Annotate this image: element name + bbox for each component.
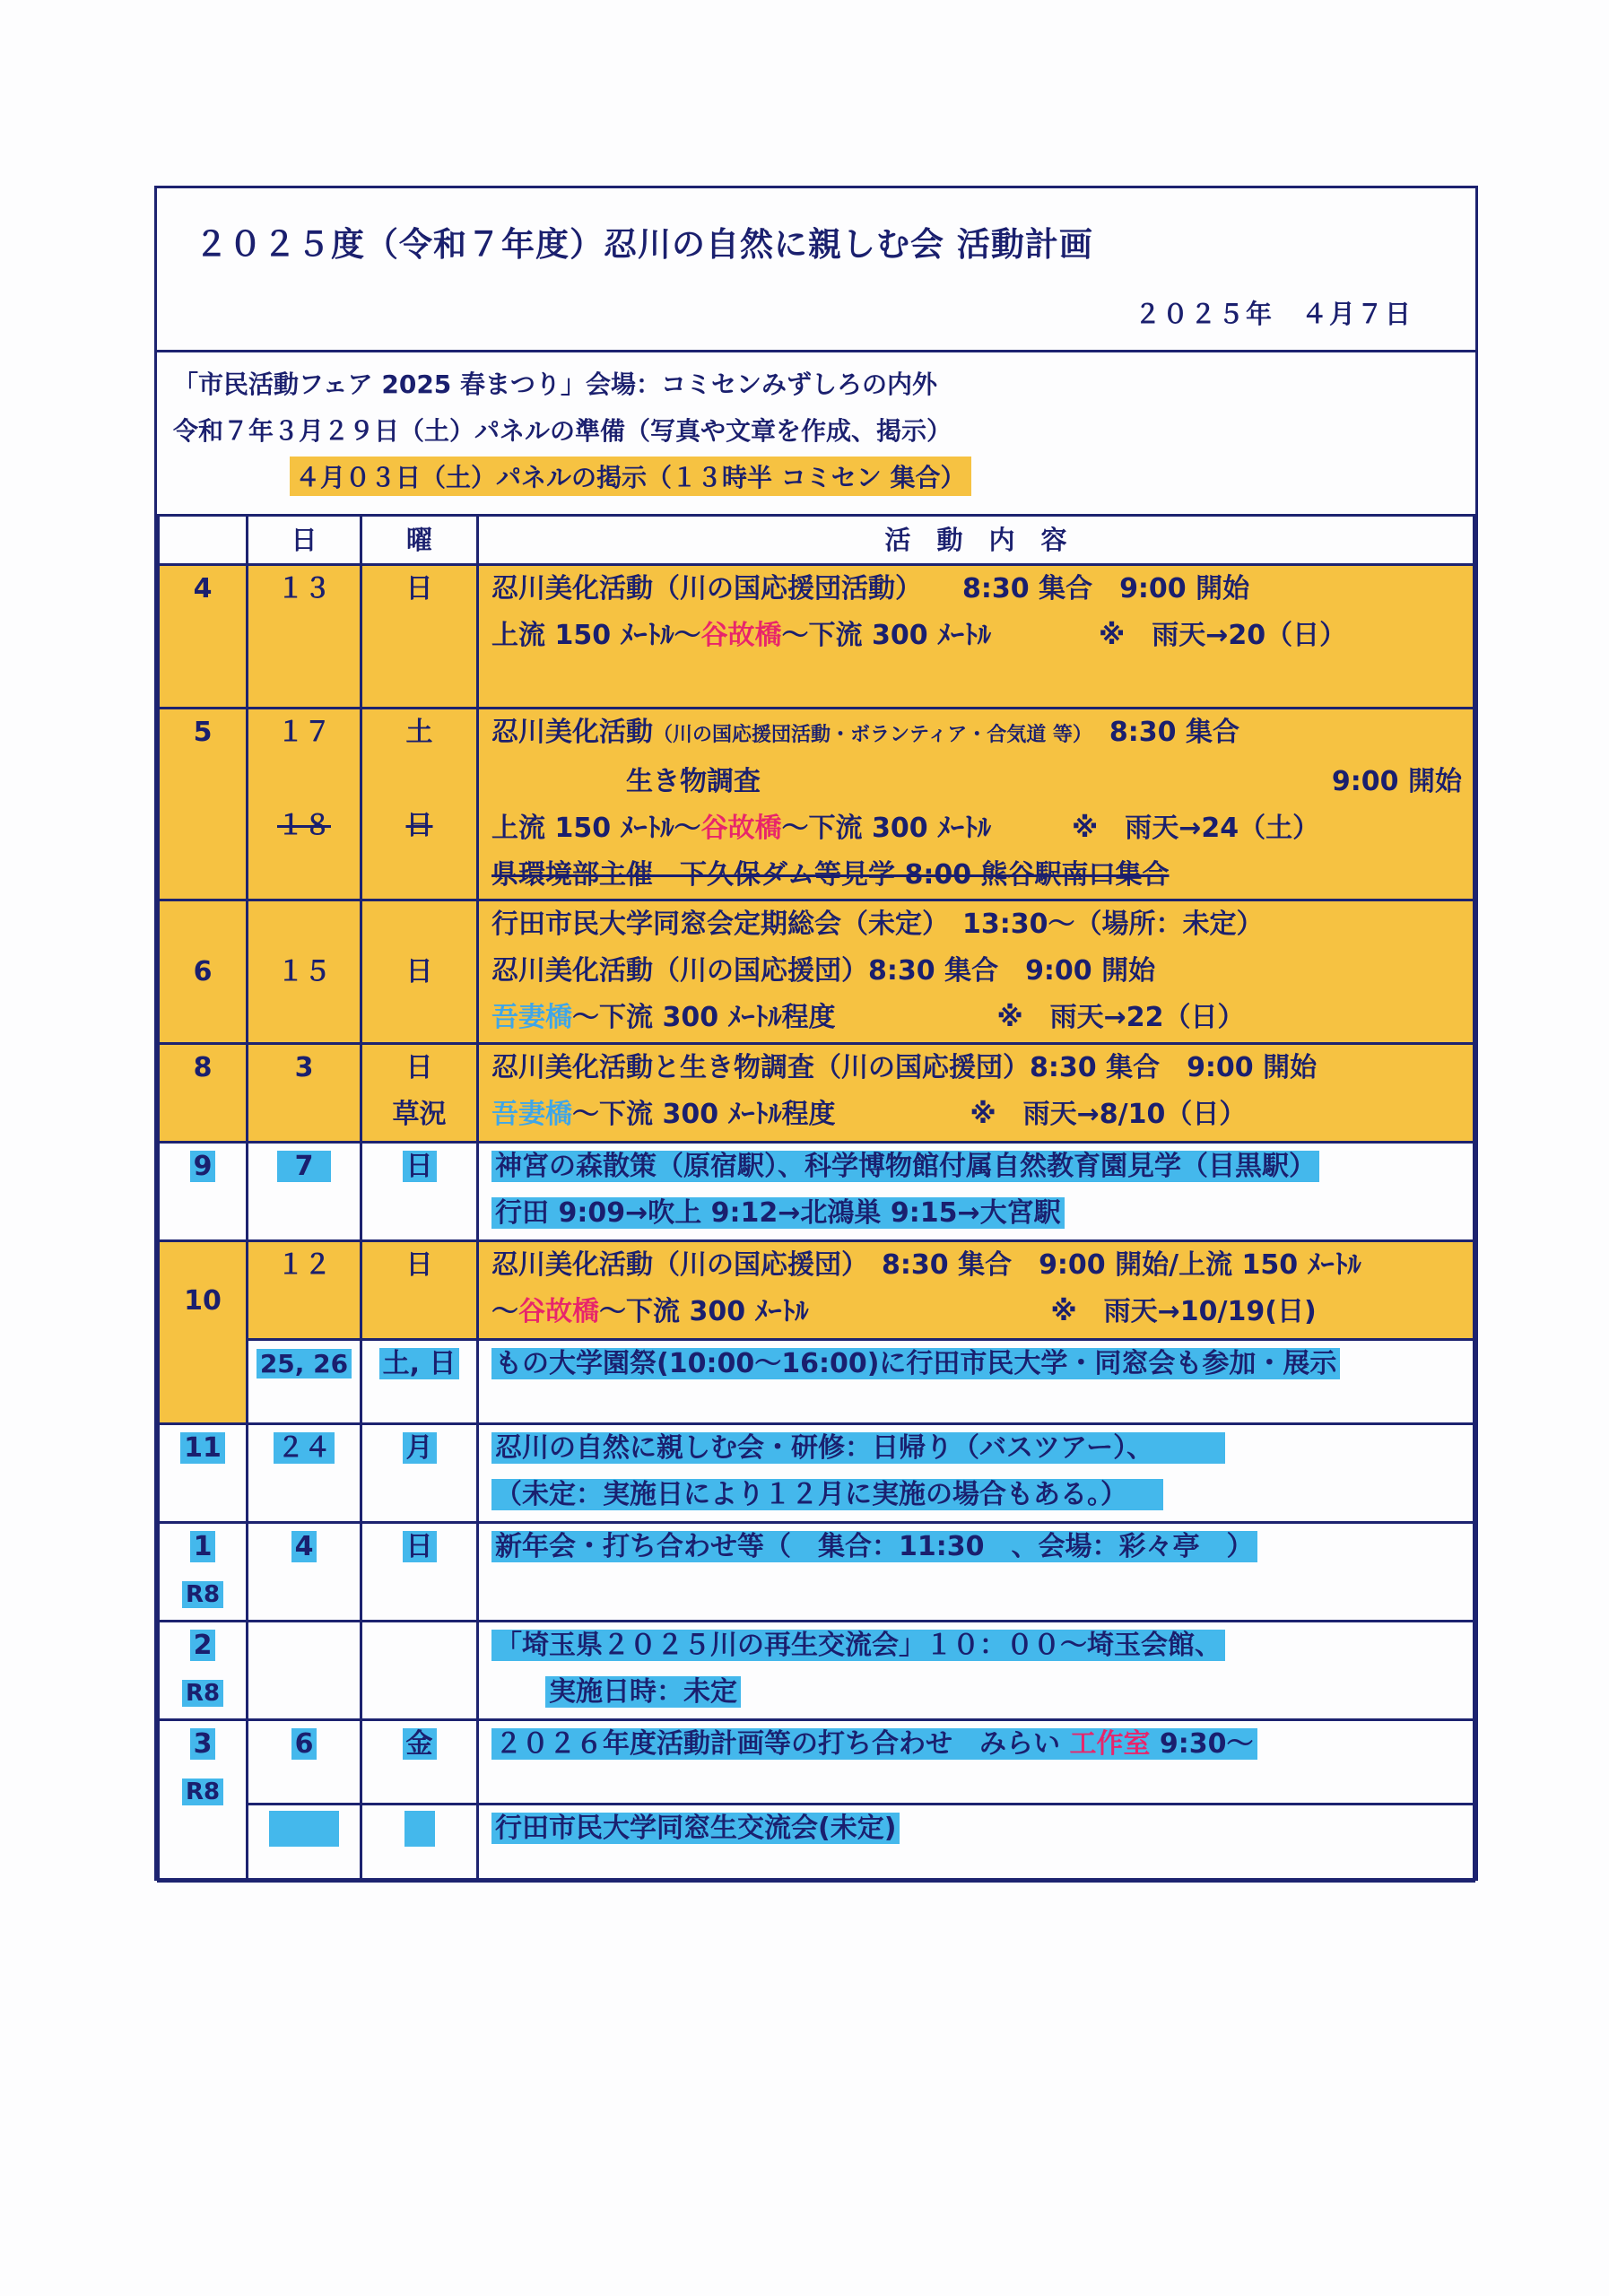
text: 行田市民大学同窓生交流会(未定) <box>491 1813 900 1844</box>
activity-line <box>491 995 1473 1041</box>
text: 神宮の森散策（原宿駅）、科学博物館付属自然教育園見学（目黒駅） <box>491 1151 1319 1182</box>
fair-line-2: 令和７年３月２９日（土）パネルの準備（写真や文章を作成、掲示） <box>173 416 952 446</box>
month-value <box>160 1622 246 1669</box>
table-row-march-sub <box>159 1805 1474 1882</box>
activity-line: 行田市民大学同窓会定期総会（未定） 13:30～（場所：未定） <box>491 909 1264 940</box>
text: ２０２６年度活動計画等の打ち合わせ みらい <box>495 1728 1070 1760</box>
activity-line <box>491 1805 1473 1852</box>
activity-line: 忍川美化活動（川の国応援団）8:30 集合 9:00 開始 <box>491 955 1156 987</box>
table-row-january <box>159 1523 1474 1622</box>
text: 4 <box>291 1531 317 1562</box>
schedule-table <box>157 514 1475 1883</box>
month-cell: 6 <box>159 900 248 1044</box>
activity-cell <box>478 1424 1474 1523</box>
weekday-cell <box>361 1143 478 1241</box>
text: 新年会・打ち合わせ等（ 集合：11:30 、会場：彩々亭 ） <box>491 1531 1257 1562</box>
text: （未定：実施日により１２月に実施の場合もある。） <box>491 1479 1163 1510</box>
activity-line <box>491 1472 1473 1518</box>
weekday-cell <box>361 1622 478 1720</box>
activity-line <box>491 1341 1473 1387</box>
day-cell: １３ <box>248 565 361 709</box>
table-header-row <box>159 516 1474 565</box>
table-row-april <box>159 565 1474 709</box>
document-date: ２０２５年 ４月７日 <box>1134 299 1413 329</box>
weekday-cell <box>361 1720 478 1805</box>
day-value: １７ <box>277 717 331 748</box>
text: R8 <box>182 1779 223 1805</box>
weekday-cell <box>361 1340 478 1424</box>
highlight-block <box>404 1811 435 1847</box>
day-value-cancelled <box>248 803 360 849</box>
room-name: 工作室 <box>1069 1728 1151 1760</box>
text: １８ <box>277 810 331 841</box>
weekday-cell <box>361 1805 478 1882</box>
activity-line <box>491 1524 1473 1570</box>
header-activity: 活 動 内 容 <box>478 516 1474 565</box>
activity-cell <box>478 900 1474 1044</box>
fair-line-1: 「市民活動フェア 2025 春まつり」会場：コミセンみずしろの内外 <box>173 370 938 399</box>
text: 25, 26 <box>257 1349 352 1378</box>
activity-line <box>491 1721 1473 1768</box>
day-cell <box>248 1805 361 1882</box>
weekday-cell: 日 <box>361 565 478 709</box>
activity-cell <box>478 1340 1474 1424</box>
month-cell <box>159 1720 248 1882</box>
text: ～下流 300 ﾒｰﾄﾙ程度 ※ 雨天→8/10（日） <box>572 1099 1247 1130</box>
text: 9:00 開始 <box>1331 766 1462 797</box>
activity-line: 忍川美化活動（川の国応援団活動） 8:30 集合 9:00 開始 <box>491 573 1250 604</box>
text: 上流 150 ﾒｰﾄﾙ～ <box>491 620 701 651</box>
activity-line <box>491 1669 1473 1716</box>
activity-cell <box>478 1805 1474 1882</box>
text: 生き物調査 <box>626 766 761 797</box>
text: 上流 150 ﾒｰﾄﾙ～ <box>491 813 701 844</box>
schedule-sheet <box>154 186 1478 1881</box>
activity-cell <box>478 1044 1474 1143</box>
day-cell: １２ <box>248 1241 361 1340</box>
fair-notice <box>157 352 1475 516</box>
activity-cell <box>478 565 1474 709</box>
month-cell: 4 <box>159 565 248 709</box>
bridge-name: 谷故橋 <box>518 1296 599 1327</box>
weekday-value-cancelled <box>362 803 476 849</box>
table-row-february <box>159 1622 1474 1720</box>
table-row-may <box>159 709 1474 900</box>
text: ～下流 300 ﾒｰﾄﾙ程度 ※ 雨天→22（日） <box>572 1002 1245 1033</box>
header-weekday: 曜 <box>361 516 478 565</box>
activity-line: 忍川美化活動と生き物調査（川の国応援団）8:30 集合 9:00 開始 <box>491 1052 1318 1083</box>
activity-line <box>491 1144 1473 1190</box>
header-day: 日 <box>248 516 361 565</box>
day-cell: 3 <box>248 1044 361 1143</box>
weekday-cell <box>361 1523 478 1622</box>
activity-cell <box>478 1622 1474 1720</box>
activity-cell <box>478 1523 1474 1622</box>
text: 2 <box>190 1630 216 1661</box>
day-cell <box>248 1523 361 1622</box>
bridge-name: 谷故橋 <box>700 620 782 651</box>
activity-cell <box>478 1720 1474 1805</box>
text: 日 <box>403 1151 437 1182</box>
table-row-november <box>159 1424 1474 1523</box>
weekday-cell <box>361 709 478 900</box>
day-cell <box>248 1340 361 1424</box>
text <box>491 1728 1257 1760</box>
text: 9:30～ <box>1150 1728 1254 1760</box>
text: ～下流 300 ﾒｰﾄﾙ ※ 雨天→10/19(日) <box>599 1296 1317 1327</box>
text: 実施日時：未定 <box>545 1676 741 1708</box>
text: 金 <box>403 1728 437 1760</box>
activity-line <box>491 1091 1473 1138</box>
activity-cell <box>478 709 1474 900</box>
weekday-note: 草況 <box>392 1099 447 1130</box>
text: R8 <box>182 1581 223 1608</box>
activity-line-cancelled: 県環境部主催 下久保ダム等見学 8:00 熊谷駅南口集合 <box>491 859 1170 891</box>
weekday-cell: 日 <box>361 1241 478 1340</box>
activity-cell <box>478 1241 1474 1340</box>
bridge-name: 谷故橋 <box>700 813 782 844</box>
text: 11 <box>180 1432 225 1464</box>
activity-line <box>491 613 1473 659</box>
text: 9 <box>190 1151 216 1182</box>
month-cell: 8 <box>159 1044 248 1143</box>
text: 7 <box>277 1151 332 1182</box>
page-title: ２０２５度（令和７年度）忍川の自然に親しむ会 活動計画 <box>195 225 1093 264</box>
weekday-cell: 日 <box>361 900 478 1044</box>
text: ～下流 300 ﾒｰﾄﾙ ※ 雨天→24（土） <box>781 813 1320 844</box>
table-row-september <box>159 1143 1474 1241</box>
weekday-value: 日 <box>405 1052 433 1083</box>
text: 日 <box>405 810 433 841</box>
text: もの大学園祭(10:00～16:00)に行田市民大学・同窓会も参加・展示 <box>491 1348 1340 1379</box>
highlight-block <box>269 1811 339 1847</box>
month-year <box>160 1570 246 1618</box>
day-cell <box>248 709 361 900</box>
month-cell: 10 <box>159 1241 248 1424</box>
table-row-march <box>159 1720 1474 1805</box>
bridge-name: 吾妻橋 <box>491 1002 572 1033</box>
text: 「埼玉県２０２５川の再生交流会」１０：００～埼玉会館、 <box>491 1630 1225 1661</box>
text: 忍川美化活動 <box>491 717 653 748</box>
activity-line <box>491 1190 1473 1237</box>
weekday-value: 土 <box>405 717 433 748</box>
text: 8:30 集合 <box>1109 717 1239 748</box>
activity-line <box>491 1622 1473 1669</box>
day-cell: １５ <box>248 900 361 1044</box>
bridge-name: 吾妻橋 <box>491 1099 572 1130</box>
activity-cell <box>478 1143 1474 1241</box>
text: 行田 9:09→吹上 9:12→北鴻巣 9:15→大宮駅 <box>491 1197 1065 1229</box>
table-row-october <box>159 1241 1474 1340</box>
text: R8 <box>182 1680 223 1707</box>
table-row-october-sub <box>159 1340 1474 1424</box>
month-cell <box>159 1143 248 1241</box>
month-cell <box>159 1424 248 1523</box>
activity-line <box>491 805 1473 852</box>
text: 土, 日 <box>379 1348 460 1379</box>
title-area <box>157 188 1475 352</box>
text: ～下流 300 ﾒｰﾄﾙ ※ 雨天→20（日） <box>781 620 1347 651</box>
month-cell <box>159 1523 248 1622</box>
text: 1 <box>190 1531 216 1562</box>
text: 3 <box>190 1728 216 1760</box>
activity-line <box>491 1289 1473 1335</box>
text: 忍川の自然に親しむ会・研修：日帰り（バスツアー）、 <box>491 1432 1225 1464</box>
month-cell <box>159 1622 248 1720</box>
text: 月 <box>403 1432 437 1464</box>
weekday-cell <box>361 1424 478 1523</box>
header-month <box>159 516 248 565</box>
day-cell <box>248 1143 361 1241</box>
activity-line <box>491 759 1473 805</box>
text: （川の国応援団活動・ボランティア・合気道 等） <box>653 724 1083 746</box>
activity-line: 忍川美化活動（川の国応援団） 8:30 集合 9:00 開始/上流 150 ﾒｰﾄﾙ <box>491 1249 1361 1281</box>
text: 日 <box>403 1531 437 1562</box>
month-value <box>160 1524 246 1570</box>
month-cell: 5 <box>159 709 248 900</box>
activity-line <box>491 1425 1473 1472</box>
day-cell <box>248 1622 361 1720</box>
table-row-august <box>159 1044 1474 1143</box>
fair-line-3: ４月０３日（土）パネルの掲示（１３時半 コミセン 集合） <box>290 457 971 496</box>
day-cell <box>248 1424 361 1523</box>
month-year <box>160 1768 246 1815</box>
weekday-cell <box>361 1044 478 1143</box>
text: ２４ <box>274 1432 335 1464</box>
text: ～ <box>491 1296 518 1327</box>
month-value <box>160 1721 246 1768</box>
text: 6 <box>291 1728 317 1760</box>
activity-line <box>491 709 1473 759</box>
month-year <box>160 1669 246 1717</box>
day-cell <box>248 1720 361 1805</box>
table-row-june <box>159 900 1474 1044</box>
